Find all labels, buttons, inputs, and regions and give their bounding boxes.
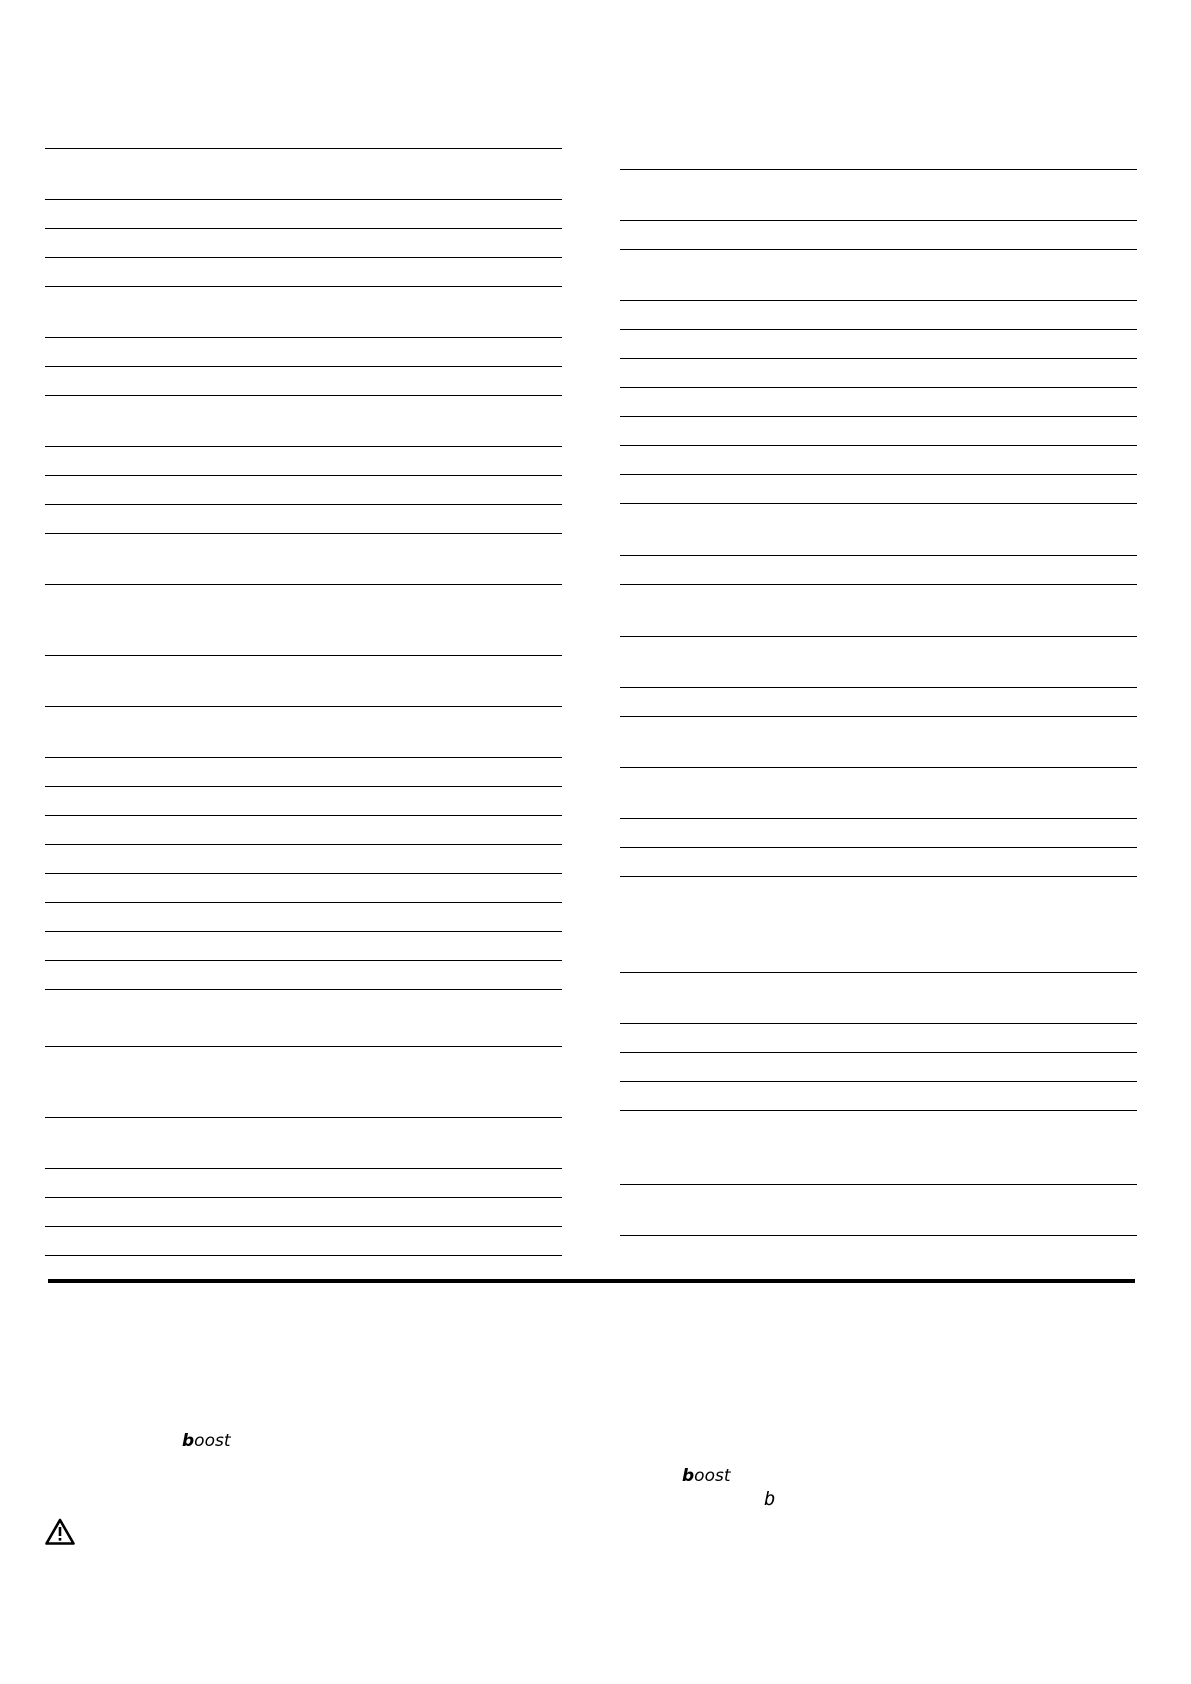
- table-left-row-rule: [45, 989, 562, 990]
- table-right-row-rule: [620, 445, 1137, 446]
- table-right-row-rule: [620, 767, 1137, 768]
- table-left-row-rule: [45, 199, 562, 200]
- table-right-row-rule: [620, 818, 1137, 819]
- table-left-row-rule: [45, 757, 562, 758]
- table-left-row-rule: [45, 1117, 562, 1118]
- table-left-row-rule: [45, 1226, 562, 1227]
- warning-triangle-icon: [45, 1518, 75, 1545]
- table-left-row-rule: [45, 931, 562, 932]
- table-right-row-rule: [620, 1081, 1137, 1082]
- table-left-row-rule: [45, 286, 562, 287]
- table-right-row-rule: [620, 1023, 1137, 1024]
- table-left-row-rule: [45, 475, 562, 476]
- table-left-row-rule: [45, 366, 562, 367]
- table-right-row-rule: [620, 169, 1137, 170]
- table-right-row-rule: [620, 584, 1137, 585]
- table-left-row-rule: [45, 395, 562, 396]
- table-left-row-rule: [45, 504, 562, 505]
- table-left-row-rule: [45, 706, 562, 707]
- table-right-row-rule: [620, 636, 1137, 637]
- table-right-row-rule: [620, 972, 1137, 973]
- table-left-row-rule: [45, 786, 562, 787]
- table-left-row-rule: [45, 446, 562, 447]
- table-right-row-rule: [620, 329, 1137, 330]
- table-right-row-rule: [620, 555, 1137, 556]
- boost-label-right: boost: [682, 1466, 731, 1486]
- table-right-row-rule: [620, 1110, 1137, 1111]
- table-right-row-rule: [620, 687, 1137, 688]
- table-left-row-rule: [45, 960, 562, 961]
- table-right-row-rule: [620, 716, 1137, 717]
- table-left-row-rule: [45, 1255, 562, 1256]
- table-right-row-rule: [620, 474, 1137, 475]
- table-left-row-rule: [45, 228, 562, 229]
- boost-label-left: boost: [182, 1431, 231, 1451]
- table-right-row-rule: [620, 847, 1137, 848]
- table-right-row-rule: [620, 300, 1137, 301]
- table-left-row-rule: [45, 844, 562, 845]
- section-divider: [48, 1279, 1135, 1283]
- table-right-row-rule: [620, 1052, 1137, 1053]
- table-left-row-rule: [45, 257, 562, 258]
- table-right-row-rule: [620, 503, 1137, 504]
- table-left-row-rule: [45, 337, 562, 338]
- table-right-row-rule: [620, 358, 1137, 359]
- table-right-row-rule: [620, 387, 1137, 388]
- table-left-row-rule: [45, 873, 562, 874]
- table-left-row-rule: [45, 902, 562, 903]
- table-right-row-rule: [620, 876, 1137, 877]
- table-right-row-rule: [620, 416, 1137, 417]
- display-symbol-b: b: [764, 1488, 776, 1510]
- table-right-row-rule: [620, 1235, 1137, 1236]
- table-left-row-rule: [45, 655, 562, 656]
- table-left-row-rule: [45, 148, 562, 149]
- table-left-row-rule: [45, 533, 562, 534]
- table-right-row-rule: [620, 1184, 1137, 1185]
- table-left-row-rule: [45, 1046, 562, 1047]
- table-right-row-rule: [620, 220, 1137, 221]
- table-left-row-rule: [45, 815, 562, 816]
- table-right-row-rule: [620, 249, 1137, 250]
- table-left-row-rule: [45, 1168, 562, 1169]
- table-left-row-rule: [45, 584, 562, 585]
- table-left-row-rule: [45, 1197, 562, 1198]
